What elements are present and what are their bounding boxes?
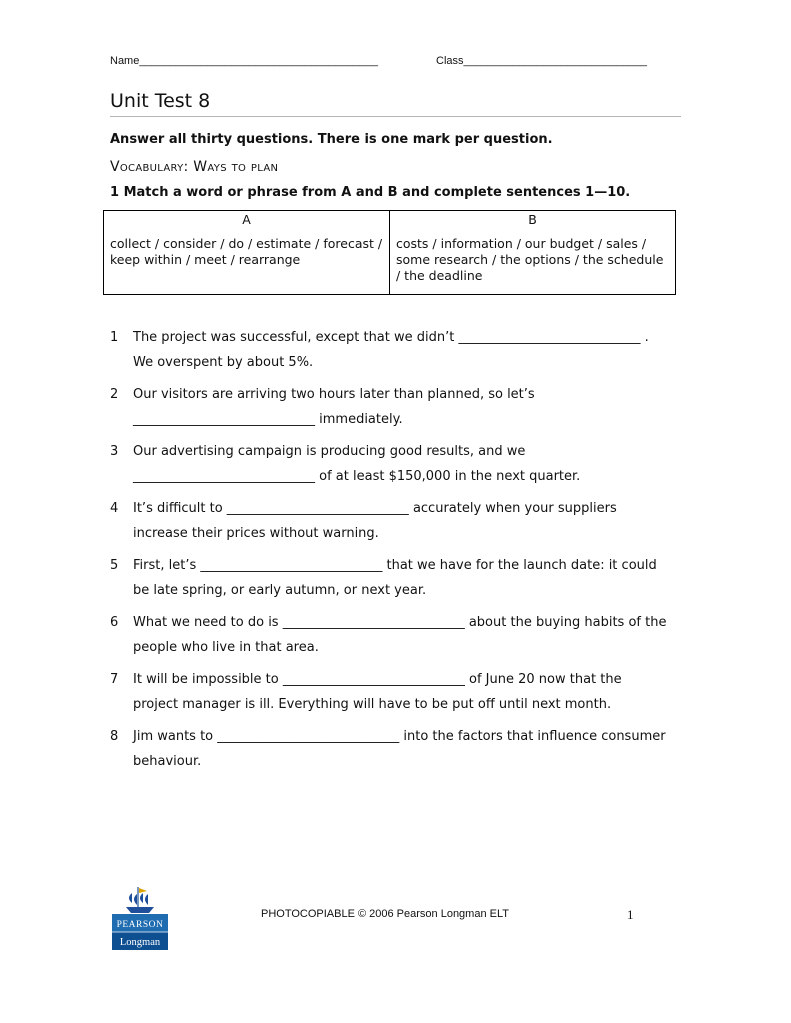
ship-logo-icon	[112, 885, 168, 950]
title-underline	[110, 116, 681, 117]
question-item	[110, 553, 690, 603]
question-item	[110, 667, 690, 717]
question-item	[110, 382, 690, 432]
question-text: First, let’s ____________________________ that we have for the launch date: it could be late spring, or early autumn, or next year.	[133, 558, 657, 598]
question-text: It will be impossible to ____________________________ of June 20 now that the project manager is ill. Everything will have to be put off until next month.	[133, 672, 622, 712]
logo-longman-text: Longman	[119, 937, 161, 948]
question-number: 1	[110, 330, 119, 345]
page-number: 1	[627, 907, 634, 922]
column-a-header: A	[104, 211, 390, 231]
question-list	[110, 325, 690, 781]
match-table	[103, 210, 676, 295]
question-item	[110, 439, 690, 489]
question-number: 3	[110, 444, 119, 459]
question-item	[110, 325, 690, 375]
test-instructions: Answer all thirty questions. There is one mark per question.	[110, 132, 553, 147]
question-text: Our advertising campaign is producing good results, and we ____________________________ of at least $150,000 in the next quarter.	[133, 444, 581, 484]
question-number: 8	[110, 729, 119, 744]
logo-pearson-text: PEARSON	[116, 920, 164, 930]
column-b-header: B	[390, 211, 676, 231]
question-text: Jim wants to ____________________________ into the factors that influence consumer behaviour.	[133, 729, 666, 769]
question-text: Our visitors are arriving two hours later than planned, so let’s ____________________________ immediately.	[133, 387, 535, 427]
question-number: 6	[110, 615, 119, 630]
ship-icon	[126, 887, 154, 913]
pearson-longman-logo	[112, 885, 168, 950]
column-a-words: collect / consider / do / estimate / forecast / keep within / meet / rearrange	[104, 230, 390, 295]
column-b-words: costs / information / our budget / sales / some research / the options / the schedule / the deadline	[390, 230, 676, 295]
footer-copyright: PHOTOCOPIABLE © 2006 Pearson Longman ELT	[261, 908, 509, 920]
class-field: Class______________________________	[436, 55, 648, 67]
question-item	[110, 610, 690, 660]
question-number: 2	[110, 387, 119, 402]
table-content-row	[104, 230, 676, 295]
name-field: Name_______________________________________	[110, 55, 378, 67]
task-instruction: 1 Match a word or phrase from A and B and complete sentences 1—10.	[110, 185, 631, 200]
question-item	[110, 724, 690, 774]
section-heading: Vocabulary: Ways to plan	[110, 159, 279, 175]
question-item	[110, 496, 690, 546]
question-number: 7	[110, 672, 119, 687]
question-number: 4	[110, 501, 119, 516]
question-text: The project was successful, except that we didn’t ____________________________ . We overspent by about 5%.	[133, 330, 649, 370]
table-header-row	[104, 211, 676, 231]
page-title: Unit Test 8	[110, 90, 211, 112]
question-text: It’s difficult to ____________________________ accurately when your suppliers increase their prices without warning.	[133, 501, 617, 541]
question-text: What we need to do is ____________________________ about the buying habits of the people who live in that area.	[133, 615, 667, 655]
question-number: 5	[110, 558, 119, 573]
